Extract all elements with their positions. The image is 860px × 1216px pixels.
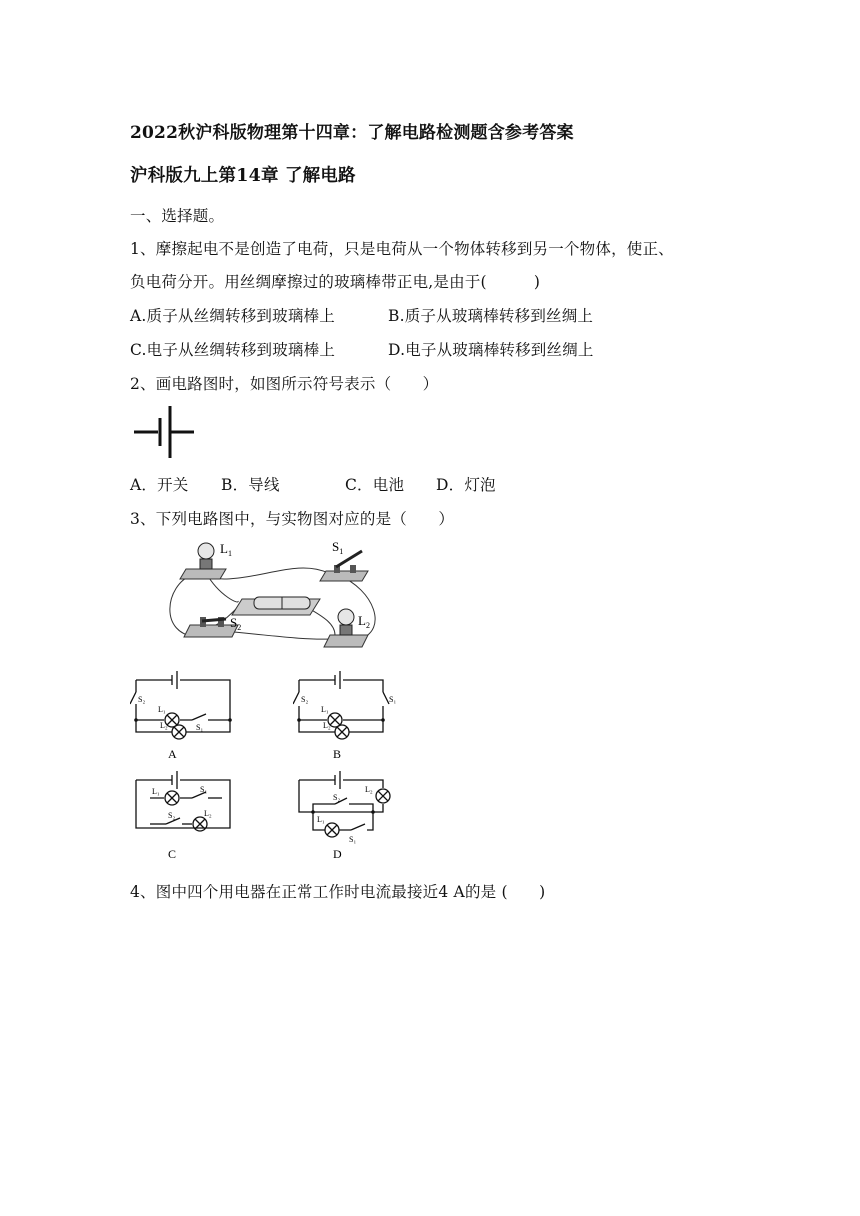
svg-text:A: A	[168, 747, 177, 761]
svg-text:C: C	[168, 847, 177, 861]
q2-stem: 2、画电路图时，如图所示符号表示（ ）	[130, 375, 439, 393]
svg-text:L₁: L₁	[152, 787, 160, 796]
svg-text:S₁: S₁	[200, 785, 208, 794]
q3-stem: 3、下列电路图中，与实物图对应的是（ ）	[130, 510, 455, 528]
svg-text:L1: $L_1$	[220, 541, 232, 558]
q1-option-c: C.电子从丝绸转移到玻璃棒上	[130, 341, 336, 359]
svg-text:S₁: S₁	[349, 835, 357, 844]
circuit-diagram-a	[130, 668, 240, 766]
q4-stem: 4、图中四个用电器在正常工作时电流最接近4 A的是 ( )	[130, 883, 546, 901]
q2-option-c: C．电池	[345, 476, 405, 494]
page-subtitle: 沪科版九上第14章 了解电路	[130, 166, 356, 186]
battery-symbol-figure	[132, 404, 196, 460]
q2-option-b: B．导线	[221, 476, 280, 494]
l2-board	[324, 635, 368, 647]
s1-board	[320, 571, 368, 581]
svg-text:S₂: S₂	[138, 695, 146, 704]
svg-text:S₂: S₂	[168, 811, 176, 820]
svg-text:L₁: L₁	[158, 705, 166, 714]
svg-text:B: B	[333, 747, 342, 761]
bulb-l2-icon	[338, 609, 354, 625]
switch-s2-icon	[202, 619, 226, 621]
bulb-l1-icon	[198, 543, 214, 559]
q1-stem-line1: 1、摩擦起电不是创造了电荷，只是电荷从一个物体转移到另一个物体，使正、	[130, 240, 674, 258]
svg-text:S2: $S_2$	[230, 615, 242, 632]
svg-text:L₂: L₂	[204, 809, 212, 818]
l1-board	[180, 569, 226, 579]
q1-option-b: B.质子从玻璃棒转移到丝绸上	[388, 307, 594, 325]
circuit-diagram-c	[130, 768, 240, 866]
svg-text:S₂: S₂	[333, 793, 341, 802]
svg-text:L₂: L₂	[365, 785, 373, 794]
svg-text:D: D	[333, 847, 342, 861]
svg-text:S₁: S₁	[389, 695, 397, 704]
q2-option-a: A．开关	[130, 476, 189, 494]
svg-text:L₁: L₁	[321, 705, 329, 714]
circuit-diagram-b	[293, 668, 403, 766]
svg-text:L₂: L₂	[323, 721, 331, 730]
svg-text:S₂: S₂	[301, 695, 309, 704]
circuit-diagram-d	[293, 768, 403, 866]
q1-stem-line2: 负电荷分开。用丝绸摩擦过的玻璃棒带正电,是由于( )	[130, 273, 541, 291]
svg-text:L₁: L₁	[317, 815, 325, 824]
svg-text:L₂: L₂	[160, 721, 168, 730]
section-heading: 一、选择题。	[130, 207, 225, 225]
svg-text:S1: $S_1$	[332, 539, 344, 556]
q2-option-d: D．灯泡	[436, 476, 496, 494]
physical-circuit-photo	[160, 535, 400, 655]
q1-option-d: D.电子从玻璃棒转移到丝绸上	[388, 341, 594, 359]
q1-option-a: A.质子从丝绸转移到玻璃棒上	[130, 307, 335, 325]
svg-text:S₁: S₁	[196, 723, 204, 732]
page-title: 2022秋沪科版物理第十四章：了解电路检测题含参考答案	[130, 123, 574, 143]
svg-text:L2: $L_2$	[358, 613, 370, 630]
